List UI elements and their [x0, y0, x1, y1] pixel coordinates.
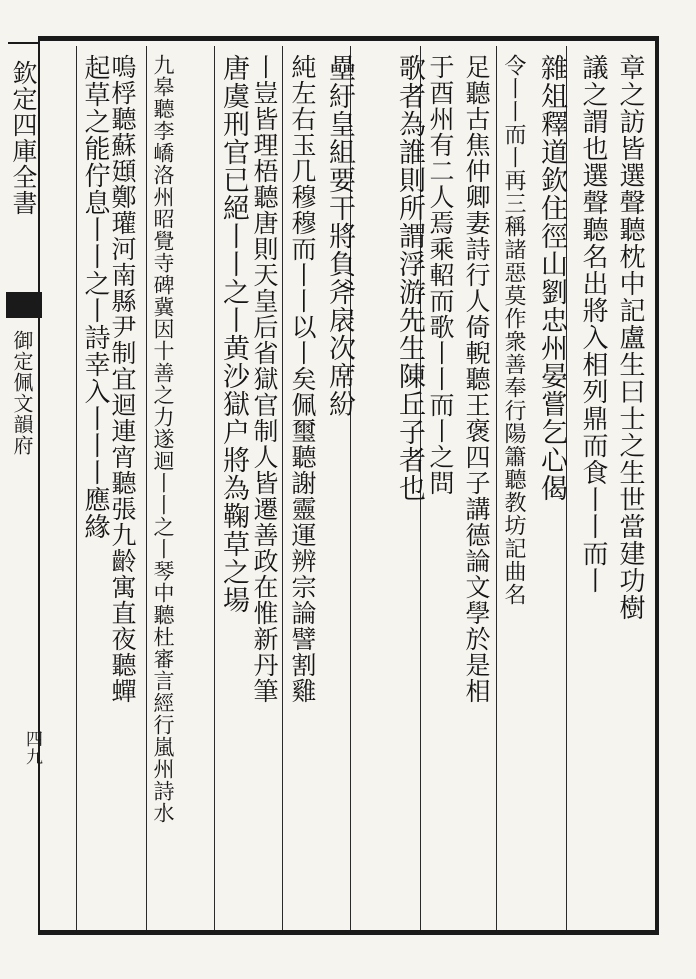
column-rule [146, 46, 147, 930]
column-rule [214, 46, 215, 930]
column-rule [282, 46, 283, 930]
text-column-12: 九皋聽李嶠洛州昭覺寺碑冀因十善之力遂迴丨丨之丨琴中聽杜審言經行嵐州詩水 [151, 54, 175, 824]
fish-tail-mark [6, 292, 42, 318]
text-column-7: 歌者為誰則所謂浮游先生陳丘子者也 [394, 54, 425, 502]
text-column-13: 嗚桴聽蘇頲鄭瓘河南縣尹制宜迴連宵聽張九齡寓直夜聽蟬 [108, 54, 137, 704]
text-column-11: 唐虞刑官已絕丨丨之丨黄沙獄户將為鞠草之場 [218, 54, 249, 614]
text-column-3: 雜俎釋道欽住徑山劉忠州晏嘗乞心偈 [536, 54, 567, 502]
text-column-9: 純左右玉几穆穆而丨丨以丨矣佩璽聽謝靈運辨宗論譬割雞 [288, 54, 317, 704]
text-column-14: 起草之能佇息丨丨之丨詩幸入丨丨丨應緣 [80, 54, 110, 540]
book-title: 欽定四庫全書 [9, 60, 38, 216]
section-title: 御定佩文韻府 [10, 330, 34, 456]
text-column-4: 令丨丨而丨再三稱諸惡莫作衆善奉行陽簫聽教坊記曲名 [501, 54, 526, 606]
column-rule [496, 46, 497, 930]
margin-top-rule [8, 42, 38, 44]
text-column-10: 丨豈皆理梧聽唐則天皇后省獄官制人皆遷善政在惟新丹筆 [250, 54, 279, 704]
column-rule [76, 46, 77, 930]
text-column-5: 足聽古焦仲卿妻詩行人倚輗聽王褒四子講德論文學於是相 [462, 54, 491, 704]
bottom-border [38, 930, 658, 935]
right-border [655, 36, 659, 935]
text-column-1: 章之訪皆選聲聽枕中記盧生曰士之生世當建功樹 [615, 54, 645, 621]
text-column-2: 議之謂也選聲聽名出將入相列鼎而食丨丨而丨 [578, 54, 608, 594]
left-border [38, 36, 40, 935]
text-column-6: 于酉州有二人焉乘軺而歌丨丨而丨之問 [426, 54, 455, 496]
page-number: 四九 [22, 730, 42, 766]
text-column-8: 壘紆皇組要干將負斧扆次席紛 [324, 54, 355, 418]
top-border [38, 36, 658, 41]
